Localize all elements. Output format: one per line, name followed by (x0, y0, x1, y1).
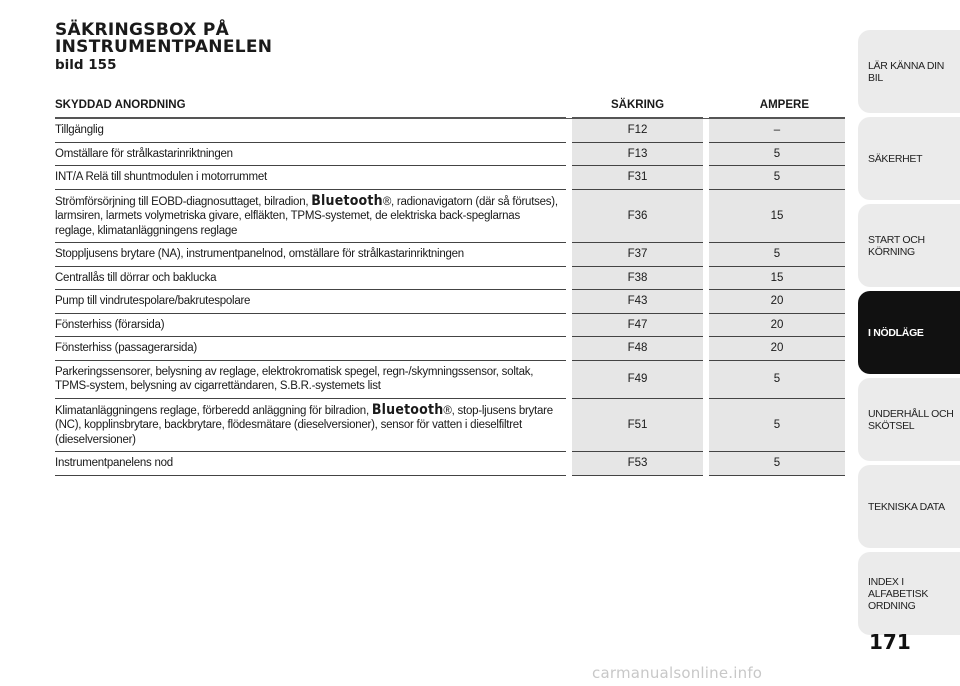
sidebar-tab[interactable] (858, 117, 960, 200)
cell-ampere: – (709, 118, 845, 142)
cell-ampere: 20 (709, 337, 845, 361)
sidebar-tab[interactable] (858, 30, 960, 113)
table-row (55, 243, 845, 267)
page-number: 171 (869, 630, 911, 654)
chapter-sidebar (858, 30, 960, 639)
table-body (55, 118, 845, 475)
bluetooth-brand: Bluetooth (371, 401, 444, 418)
header-ampere: AMPERE (759, 98, 809, 111)
cell-fuse: F12 (572, 118, 703, 142)
cell-device: Instrumentpanelens nod (55, 452, 566, 476)
cell-device: Stoppljusens brytare (NA), instrumentpanelnod, omställare för strålkastarinriktningen (55, 243, 566, 267)
cell-device: Parkeringssensorer, belysning av reglage, elektrokromatisk spegel, regn-/skymningssensor, soltak, TPMS-system, belysning av cigarrettändaren, S.B.R.-systemets list (55, 360, 566, 398)
sidebar-tab-label: TEKNISKA DATA (868, 500, 945, 513)
cell-fuse: F53 (572, 452, 703, 476)
table-row (55, 142, 845, 166)
sidebar-tab-label: LÄR KÄNNA DIN BIL (868, 59, 945, 84)
table-row (55, 337, 845, 361)
cell-ampere: 5 (709, 398, 845, 452)
table-row (55, 166, 845, 190)
sidebar-tab[interactable] (858, 552, 960, 635)
cell-device-text: Klimatanläggningens reglage, förberedd anläggning för bilradion, (55, 404, 372, 417)
sidebar-tab[interactable] (858, 204, 960, 287)
cell-fuse: F31 (572, 166, 703, 190)
sidebar-tab[interactable] (858, 291, 960, 374)
cell-ampere: 15 (709, 266, 845, 290)
cell-fuse: F36 (572, 189, 703, 243)
cell-ampere: 15 (709, 189, 845, 243)
cell-ampere: 20 (709, 290, 845, 314)
cell-device: Tillgänglig (55, 118, 566, 142)
table-row (55, 266, 845, 290)
sidebar-tab[interactable] (858, 378, 960, 461)
cell-device-text: ®, radionavigatorn (där så förutses), larmsiren, larmets volymetriska givare, elfläkten, TPMS-systemet, de elektriska back-speglarnas reglage, klimatanläggningens reglage (55, 195, 558, 237)
table-header-row (55, 92, 845, 118)
cell-fuse: F13 (572, 142, 703, 166)
cell-device (55, 398, 566, 452)
cell-device: INT/A Relä till shuntmodulen i motorrummet (55, 166, 566, 190)
table-row (55, 290, 845, 314)
sidebar-tab-label: START OCH KÖRNING (868, 233, 925, 258)
section-heading (55, 22, 272, 74)
sidebar-tab-label: UNDERHÅLL OCH SKÖTSEL (868, 407, 954, 432)
cell-ampere: 5 (709, 360, 845, 398)
cell-ampere: 5 (709, 142, 845, 166)
header-fuse: SÄKRING (610, 98, 665, 111)
cell-fuse: F48 (572, 337, 703, 361)
table-row (55, 313, 845, 337)
cell-device-text: ®, stop-ljusens brytare (NC), kopplinsbrytare, backbrytare, flödesmätare (dieselversioner), sensor för vatten i dieselfiltret (dieselversioner) (55, 404, 553, 446)
heading-line-2: INSTRUMENTPANELEN (55, 37, 273, 57)
cell-device: Omställare för strålkastarinriktningen (55, 142, 566, 166)
cell-fuse: F37 (572, 243, 703, 267)
bluetooth-brand: Bluetooth (311, 192, 383, 209)
cell-ampere: 5 (709, 452, 845, 476)
table-row (55, 189, 845, 243)
cell-fuse: F49 (572, 360, 703, 398)
cell-ampere: 20 (709, 313, 845, 337)
table-row (55, 118, 845, 142)
table-row (55, 452, 845, 476)
cell-device: Fönsterhiss (passagerarsida) (55, 337, 566, 361)
cell-ampere: 5 (709, 243, 845, 267)
header-device: SKYDDAD ANORDNING (55, 98, 186, 111)
cell-ampere: 5 (709, 166, 845, 190)
cell-fuse: F43 (572, 290, 703, 314)
cell-fuse: F51 (572, 398, 703, 452)
cell-device: Pump till vindrutespolare/bakrutespolare (55, 290, 566, 314)
cell-device: Fönsterhiss (förarsida) (55, 313, 566, 337)
cell-fuse: F38 (572, 266, 703, 290)
sidebar-tab[interactable] (858, 465, 960, 548)
cell-device: Centrallås till dörrar och baklucka (55, 266, 566, 290)
sidebar-tab-label: SÄKERHET (868, 152, 923, 165)
heading-line-1: SÄKRINGSBOX PÅ (55, 20, 230, 40)
table-row (55, 360, 845, 398)
fuse-table (55, 92, 845, 476)
watermark: carmanualsonline.info (592, 664, 763, 682)
sidebar-tab-label: I NÖDLÄGE (868, 326, 924, 339)
cell-fuse: F47 (572, 313, 703, 337)
cell-device-text: Strömförsörjning till EOBD-diagnosuttaget, bilradion, (55, 195, 312, 208)
sidebar-tab-label: INDEX I ALFABETISK ORDNING (868, 575, 929, 612)
table-row (55, 398, 845, 452)
cell-device (55, 189, 566, 243)
heading-figure-ref: bild 155 (55, 57, 117, 73)
